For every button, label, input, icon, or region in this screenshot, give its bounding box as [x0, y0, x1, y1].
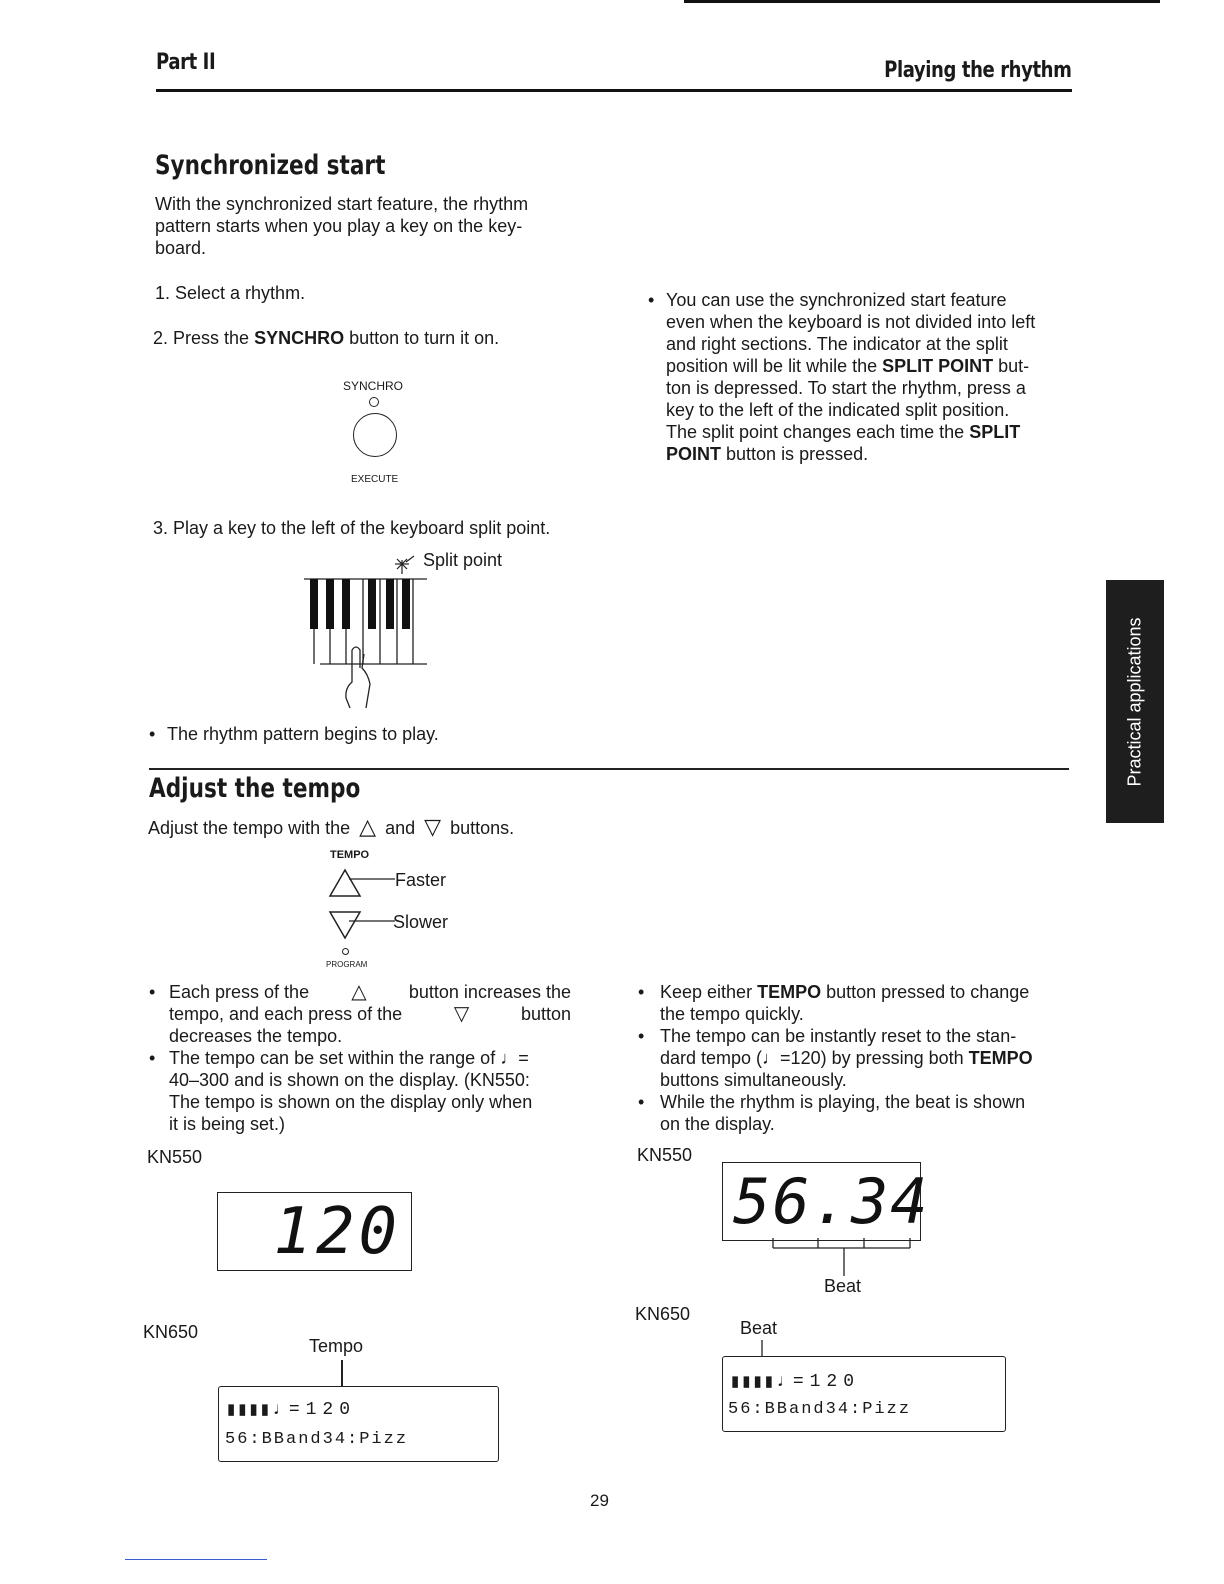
- sync-intro-line: With the synchronized start feature, the rhythm: [155, 194, 529, 214]
- bullet-line: [169, 981, 571, 1003]
- kn650-tempo-value-right: ♩=120: [776, 1372, 861, 1392]
- kn650-line-2-right: 56:BBand34:Pizz: [728, 1400, 912, 1419]
- kn550-tempo-digits: 120: [273, 1195, 401, 1269]
- step-2: [153, 327, 499, 349]
- kn650-line-1-right: [731, 1372, 860, 1392]
- synchro-indicator: [369, 397, 379, 407]
- kn550-label-left: KN550: [147, 1147, 203, 1167]
- bullet-beat: [638, 1091, 1078, 1135]
- keyboard-illustration: [290, 550, 440, 710]
- up-triangle-icon: △: [351, 981, 367, 1003]
- beat-caption-kn550: Beat: [824, 1276, 862, 1296]
- bullet-line: on the display.: [660, 1114, 775, 1134]
- sync-intro: [155, 193, 595, 259]
- note-bold: SPLIT: [969, 422, 1021, 442]
- note-line: [666, 443, 1078, 465]
- section-divider: [149, 768, 1069, 770]
- bullet-line: 40–300 and is shown on the display. (KN550:: [169, 1070, 530, 1090]
- note-line: and right sections. The indicator at the split: [666, 334, 1008, 354]
- header-rule: [156, 89, 1072, 92]
- tempo-up-button[interactable]: [327, 866, 397, 900]
- bullet-text: Keep either: [660, 982, 758, 1002]
- program-indicator: [342, 948, 349, 955]
- result-bullet: • The rhythm pattern begins to play.: [149, 723, 1224, 745]
- chapter-title: Playing the rhythm: [883, 58, 1071, 83]
- kn650-label-left: KN650: [143, 1322, 199, 1342]
- bullet-line: the tempo quickly.: [660, 1004, 804, 1024]
- step-1: 1. Select a rhythm.: [155, 283, 306, 303]
- kn650-beat-display: [722, 1356, 1006, 1432]
- kn550-label-right: KN550: [637, 1145, 693, 1165]
- part-label: Part II: [156, 50, 216, 75]
- tempo-left-bullets: [149, 981, 579, 1135]
- bullet-reset: [638, 1025, 1078, 1091]
- bullet-bold: TEMPO: [968, 1048, 1033, 1068]
- down-triangle-icon: ▽: [453, 1003, 470, 1025]
- tempo-down-button[interactable]: [327, 908, 397, 942]
- faster-label: Faster: [395, 870, 447, 890]
- sync-note-bullet: [648, 289, 1078, 465]
- synchro-button[interactable]: [353, 413, 397, 457]
- top-rule: [684, 0, 1160, 3]
- bullet-keep-pressed: [638, 981, 1078, 1025]
- page-number: 29: [590, 1491, 609, 1510]
- bullet-text: dard tempo (♩=120) by pressing both: [660, 1048, 969, 1068]
- tempo-intro-text: buttons.: [450, 818, 515, 838]
- bullet-line: decreases the tempo.: [169, 1026, 343, 1046]
- bullet-line: The tempo is shown on the display only when: [169, 1092, 533, 1112]
- bullet-line: [660, 1047, 1078, 1069]
- bullet-line: it is being set.): [169, 1114, 286, 1134]
- beat-blocks-icon: ▮▮▮▮: [227, 1401, 273, 1418]
- bullet-bold: TEMPO: [757, 982, 822, 1002]
- split-point-label: Split point: [423, 550, 503, 570]
- note-line: • You can use the synchronized start feature: [666, 290, 1007, 310]
- note-bold: SPLIT POINT: [882, 356, 994, 376]
- note-text: button is pressed.: [721, 444, 869, 464]
- kn550-beat-display: [722, 1162, 930, 1241]
- kn550-beat-digits: 56.34: [733, 1165, 930, 1238]
- bullet-line: buttons simultaneously.: [660, 1070, 847, 1090]
- beat-caption-kn650: Beat: [740, 1318, 778, 1338]
- sync-intro-line: pattern starts when you play a key on the key-: [155, 216, 523, 236]
- kn650-label-right: KN650: [635, 1304, 691, 1324]
- bullet-line: [169, 1003, 571, 1025]
- kn650-tempo-display: [218, 1386, 499, 1462]
- bullet-text: • Each press of the: [169, 982, 310, 1002]
- side-tab-label: Practical applications: [1124, 616, 1145, 787]
- note-text: but-: [993, 356, 1030, 376]
- step-2-pre: 2. Press the: [153, 328, 255, 348]
- kn550-tempo-display: [217, 1192, 412, 1271]
- beat-blocks-icon: ▮▮▮▮: [731, 1373, 777, 1390]
- bullet-text: button pressed to change: [821, 982, 1030, 1002]
- bottom-rule: [125, 1559, 267, 1560]
- beat-bracket: [770, 1238, 915, 1278]
- tempo-intro-text: Adjust the tempo with the: [148, 818, 351, 838]
- tempo-intro-text: and: [385, 818, 416, 838]
- step-3: 3. Play a key to the left of the keyboard split point.: [153, 518, 551, 538]
- bullet-line: • While the rhythm is playing, the beat is shown: [660, 1092, 1026, 1112]
- sync-intro-line: board.: [155, 238, 207, 258]
- tempo-intro: [148, 816, 514, 839]
- synchro-label: SYNCHRO: [343, 379, 404, 393]
- kn650-line-2: 56:BBand34:Pizz: [225, 1430, 409, 1449]
- side-tab: [1106, 580, 1164, 823]
- tempo-right-bullets: [638, 981, 1078, 1135]
- step-2-bold: SYNCHRO: [254, 328, 345, 348]
- tempo-caption: Tempo: [309, 1336, 364, 1356]
- note-line: key to the left of the indicated split position.: [666, 400, 1010, 420]
- note-text: position will be lit while the: [666, 356, 883, 376]
- bullet-each-press: [149, 981, 579, 1047]
- note-line: [666, 355, 1078, 377]
- execute-label: EXECUTE: [351, 474, 399, 485]
- down-triangle-icon: ▽: [424, 814, 442, 839]
- kn650-line-1: [227, 1400, 356, 1420]
- up-triangle-icon: △: [359, 814, 377, 839]
- bullet-text: button increases the: [408, 982, 571, 1002]
- slower-label: Slower: [393, 912, 449, 932]
- note-line: [666, 421, 1078, 443]
- kn650-tempo-value: ♩=120: [272, 1400, 357, 1420]
- bullet-line: • The tempo can be set within the range of ♩=: [169, 1048, 529, 1068]
- step-2-post: button to turn it on.: [344, 328, 500, 348]
- bullet-line: • The tempo can be instantly reset to the stan-: [660, 1026, 1017, 1046]
- bullet-text: button: [520, 1004, 571, 1024]
- note-line: ton is depressed. To start the rhythm, press a: [666, 378, 1026, 398]
- note-bold: POINT: [666, 444, 722, 464]
- program-label: PROGRAM: [326, 960, 368, 969]
- note-text: The split point changes each time the: [666, 422, 970, 442]
- note-line: even when the keyboard is not divided into left: [666, 312, 1036, 332]
- section-title-sync: Synchronized start: [155, 150, 386, 181]
- bullet-line: [660, 981, 1078, 1003]
- tempo-label: TEMPO: [330, 849, 370, 861]
- bullet-range: [149, 1047, 579, 1135]
- section-title-tempo: Adjust the tempo: [149, 773, 361, 804]
- sync-note: [648, 289, 1078, 465]
- bullet-text: tempo, and each press of the: [169, 1004, 403, 1024]
